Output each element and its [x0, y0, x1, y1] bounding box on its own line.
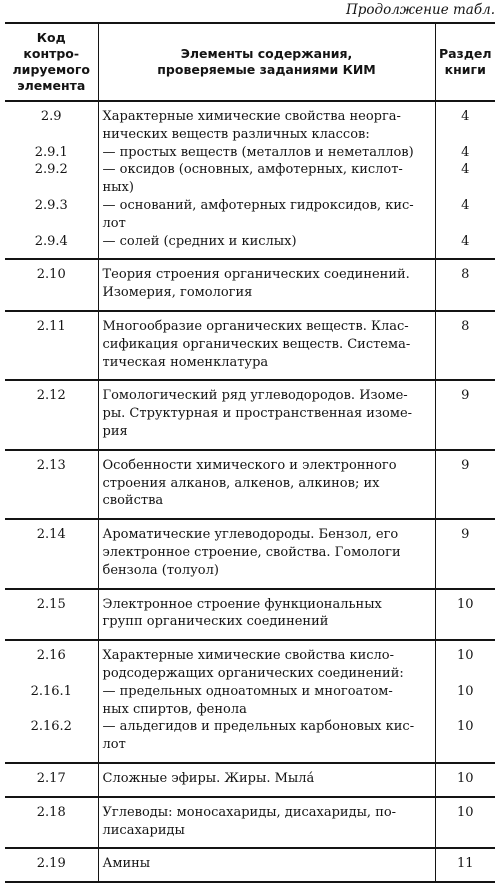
content-line: Углеводы: моносахариды, дисахариды, по- [102, 804, 397, 820]
section-number: 8 [461, 318, 470, 334]
section-number: 10 [456, 683, 474, 699]
header-section-line: Раздел [438, 46, 492, 61]
section-number: 10 [456, 770, 474, 786]
content-line: рия [102, 423, 128, 439]
header-section [435, 23, 495, 101]
section-number [440, 701, 492, 719]
element-code [9, 736, 94, 754]
element-code-cell [5, 797, 98, 849]
content-line: Теория строения органических соединений. [102, 267, 410, 283]
section-cell [435, 450, 495, 519]
content-cell [98, 763, 435, 797]
content-line: электронное строение, свойства. Гомологи [102, 544, 401, 560]
content-line: лот [102, 215, 126, 231]
element-code: 2.11 [36, 318, 66, 334]
element-code: 2.16.1 [30, 683, 72, 699]
content-line: Характерные химические свойства неорга- [102, 109, 401, 124]
section-cell [435, 311, 495, 380]
section-cell [435, 101, 495, 259]
element-code: 2.10 [36, 267, 66, 283]
content-line: Многообразие органических веществ. Клас- [102, 318, 409, 334]
table-continuation-caption: Продолжение табл. [345, 2, 495, 18]
element-code: 2.16 [36, 648, 66, 664]
section-cell [435, 259, 495, 311]
section-number: 11 [456, 856, 474, 872]
content-cell [98, 450, 435, 519]
content-line: Электронное строение функциональных [102, 596, 382, 612]
section-number [440, 736, 492, 754]
content-line: родсодержащих органических соединений: [102, 665, 404, 681]
header-code-line: Код контро- [23, 30, 80, 61]
content-line: — предельных одноатомных и многоатом- [102, 683, 393, 699]
element-code: 2.13 [36, 457, 66, 473]
section-cell [435, 763, 495, 797]
section-number: 9 [461, 388, 470, 404]
content-line: бензола (толуол) [102, 562, 219, 578]
content-line: — оснований, амфотерных гидроксидов, кис- [102, 197, 414, 213]
content-cell [98, 101, 435, 259]
content-line: ных) [102, 180, 134, 196]
header-content [98, 23, 435, 101]
table-row [5, 848, 495, 882]
section-number: 4 [461, 109, 470, 124]
header-section-line: книги [444, 62, 486, 77]
section-number [440, 179, 492, 197]
section-number: 10 [456, 596, 474, 612]
header-code-line: лируемого [12, 62, 90, 77]
element-code-cell [5, 640, 98, 763]
element-code: 2.17 [36, 770, 66, 786]
content-line: — альдегидов и предельных карбоновых кис- [102, 719, 415, 735]
content-cell [98, 797, 435, 849]
content-line: — оксидов (основных, амфотерных, кислот- [102, 162, 403, 178]
element-code: 2.12 [36, 388, 66, 404]
content-line: Изомерия, гомология [102, 285, 253, 301]
content-cell [98, 311, 435, 380]
table-row [5, 519, 495, 588]
element-code [9, 665, 94, 683]
table-header-row [5, 23, 495, 101]
table-row [5, 259, 495, 311]
section-cell [435, 519, 495, 588]
kim-elements-table [5, 22, 495, 883]
content-line: тическая номенклатура [102, 354, 269, 370]
element-code: 2.14 [36, 527, 66, 543]
section-number [440, 126, 492, 144]
content-line: групп органических соединений [102, 614, 329, 630]
table-row [5, 450, 495, 519]
header-code-line: элемента [17, 78, 86, 93]
content-line: ры. Структурная и пространственная изоме- [102, 406, 413, 422]
header-content-line: Элементы содержания, [180, 46, 353, 61]
section-number: 10 [456, 648, 474, 664]
element-code-cell [5, 848, 98, 882]
content-cell [98, 589, 435, 641]
content-cell [98, 259, 435, 311]
table-row [5, 640, 495, 763]
content-line: Особенности химического и электронного [102, 457, 397, 473]
header-content-line: проверяемые заданиями КИМ [157, 62, 376, 77]
content-line: — простых веществ (металлов и неметаллов) [102, 144, 414, 160]
table-row [5, 797, 495, 849]
section-number [440, 665, 492, 683]
content-line: нических веществ различных классов: [102, 126, 370, 142]
content-line: Амины [102, 856, 151, 872]
content-line: строения алканов, алкенов, алкинов; их [102, 475, 380, 491]
table-row [5, 101, 495, 259]
content-line: сификация органических веществ. Системa- [102, 336, 411, 352]
element-code: 2.16.2 [30, 719, 72, 735]
content-line: Характерные химические свойства кисло- [102, 648, 395, 664]
table-row [5, 589, 495, 641]
content-line: Сложные эфиры. Жиры. Мыла́ [102, 770, 315, 786]
content-line: свойства [102, 493, 164, 509]
element-code: 2.18 [36, 804, 66, 820]
element-code-cell [5, 763, 98, 797]
section-cell [435, 797, 495, 849]
section-cell [435, 589, 495, 641]
element-code: 2.9.3 [34, 197, 68, 213]
element-code [9, 126, 94, 144]
section-number: 4 [461, 233, 470, 249]
section-number: 10 [456, 719, 474, 735]
element-code: 2.9 [40, 109, 62, 124]
element-code: 2.15 [36, 596, 66, 612]
content-line: Ароматические углеводороды. Бензол, его [102, 527, 399, 543]
element-code-cell [5, 380, 98, 449]
element-code [9, 701, 94, 719]
section-cell [435, 848, 495, 882]
content-cell [98, 519, 435, 588]
content-line: лисахариды [102, 822, 185, 838]
element-code-cell [5, 101, 98, 259]
content-line: ных спиртов, фенола [102, 701, 247, 717]
element-code: 2.9.1 [34, 144, 68, 160]
element-code-cell [5, 589, 98, 641]
section-number: 9 [461, 527, 470, 543]
element-code [9, 215, 94, 233]
element-code-cell [5, 259, 98, 311]
content-cell [98, 380, 435, 449]
content-cell [98, 640, 435, 763]
table-row [5, 311, 495, 380]
section-number: 10 [456, 804, 474, 820]
section-cell [435, 380, 495, 449]
section-number [440, 215, 492, 233]
table-row [5, 380, 495, 449]
element-code-cell [5, 311, 98, 380]
element-code-cell [5, 519, 98, 588]
section-number: 9 [461, 457, 470, 473]
element-code: 2.9.2 [34, 162, 68, 178]
section-number: 4 [461, 197, 470, 213]
content-line: Гомологический ряд углеводородов. Изоме- [102, 388, 408, 404]
table-row [5, 763, 495, 797]
content-cell [98, 848, 435, 882]
section-number: 4 [461, 162, 470, 178]
content-line: — солей (средних и кислых) [102, 233, 297, 249]
content-line: лот [102, 737, 126, 753]
element-code: 2.19 [36, 856, 66, 872]
header-code [5, 23, 98, 101]
element-code-cell [5, 450, 98, 519]
section-cell [435, 640, 495, 763]
section-number: 4 [461, 144, 470, 160]
section-number: 8 [461, 267, 470, 283]
element-code: 2.9.4 [34, 233, 68, 249]
element-code [9, 179, 94, 197]
